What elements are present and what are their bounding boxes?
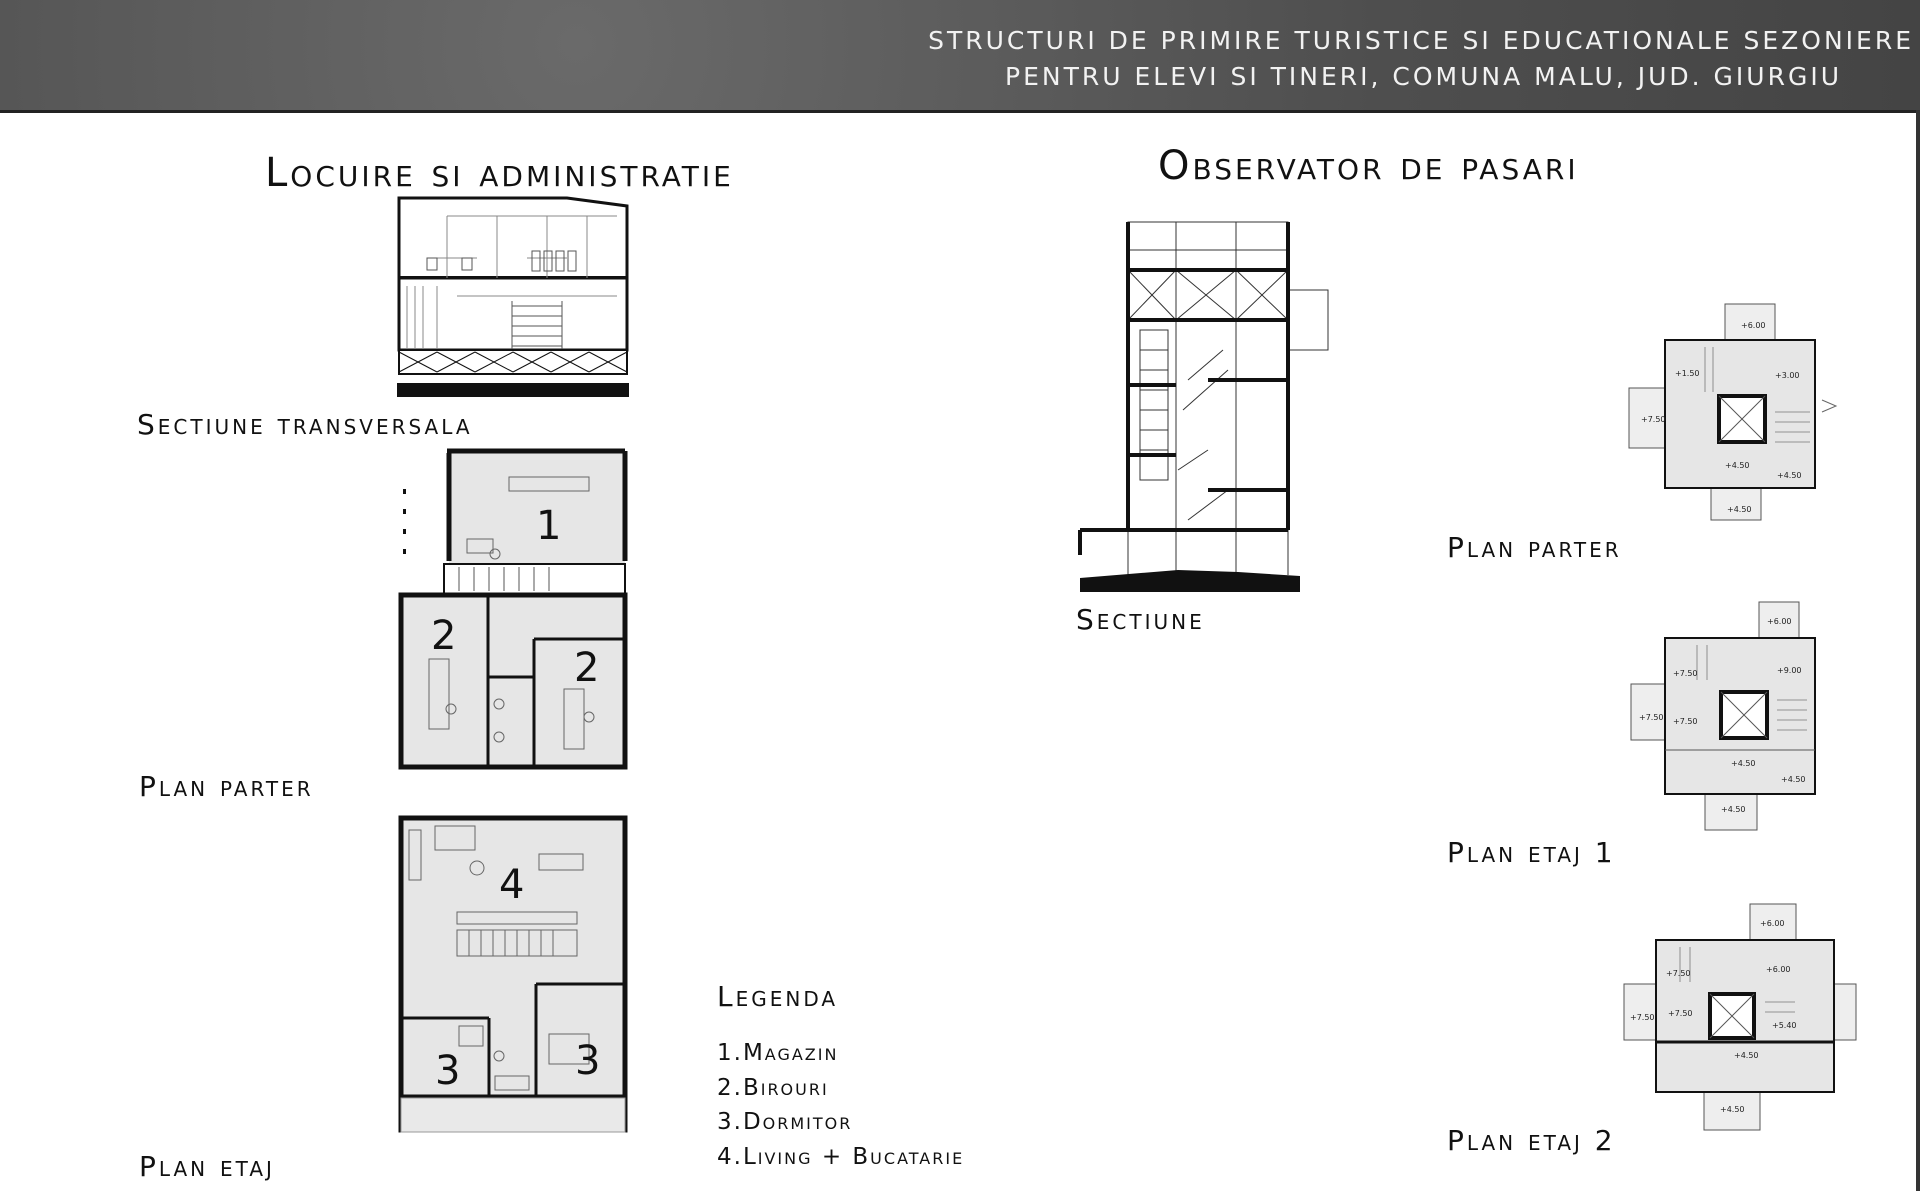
tower-plan-etaj1-label: Plan etaj 1 bbox=[1447, 836, 1616, 869]
etaj2-level-7: +4.50 bbox=[1734, 1051, 1759, 1060]
parter-level-7: +4.50 bbox=[1727, 505, 1752, 514]
etaj1-level-7: +4.50 bbox=[1781, 775, 1806, 784]
legend-item-1: 1.Magazin bbox=[717, 1040, 839, 1066]
etaj1-level-1: +6.00 bbox=[1767, 617, 1792, 626]
project-title-line-2: PENTRU ELEVI SI TINERI, COMUNA MALU, JUD. GIURGIU bbox=[1005, 62, 1842, 91]
parter-level-2: +1.50 bbox=[1675, 369, 1700, 378]
etaj2-level-4: +7.50 bbox=[1630, 1013, 1655, 1022]
etaj2-level-6: +5.40 bbox=[1772, 1021, 1797, 1030]
legend-item-2: 2.Birouri bbox=[717, 1075, 829, 1101]
tower-plan-parter-label: Plan parter bbox=[1447, 531, 1622, 564]
etaj2-level-5: +7.50 bbox=[1668, 1009, 1693, 1018]
left-section-title: Locuire si administratie bbox=[265, 150, 734, 196]
etaj1-level-5: +7.50 bbox=[1673, 717, 1698, 726]
upper-floor-plan bbox=[399, 816, 631, 1136]
project-title-line-1: STRUCTURI DE PRIMIRE TURISTICE SI EDUCATIONALE SEZONIERE bbox=[928, 26, 1914, 55]
room-3b-number: 3 bbox=[575, 1038, 601, 1084]
etaj2-level-8: +4.50 bbox=[1720, 1105, 1745, 1114]
parter-level-1: +6.00 bbox=[1741, 321, 1766, 330]
legend-item-4: 4.Living + Bucatarie bbox=[717, 1144, 965, 1170]
etaj2-level-3: +6.00 bbox=[1766, 965, 1791, 974]
etaj1-level-3: +9.00 bbox=[1777, 666, 1802, 675]
etaj1-level-4: +7.50 bbox=[1639, 713, 1664, 722]
room-3a-number: 3 bbox=[435, 1048, 461, 1094]
parter-level-4: +7.50 bbox=[1641, 415, 1666, 424]
tower-plan-etaj2 bbox=[1620, 902, 1878, 1134]
parter-level-3: +3.00 bbox=[1775, 371, 1800, 380]
page-border-right bbox=[1916, 110, 1920, 1191]
tower-section-label: Sectiune bbox=[1076, 603, 1205, 636]
upper-floor-label: Plan etaj bbox=[139, 1150, 275, 1183]
legend-item-3: 3.Dormitor bbox=[717, 1109, 853, 1135]
room-4-number: 4 bbox=[499, 862, 525, 908]
right-section-title: Observator de pasari bbox=[1158, 143, 1579, 189]
legend-title: Legenda bbox=[717, 980, 839, 1013]
parter-level-5: +4.50 bbox=[1725, 461, 1750, 470]
tower-plan-etaj1 bbox=[1627, 600, 1877, 834]
ground-floor-label: Plan parter bbox=[139, 770, 314, 803]
etaj1-level-6: +4.50 bbox=[1731, 759, 1756, 768]
etaj2-level-2: +7.50 bbox=[1666, 969, 1691, 978]
room-1-number: 1 bbox=[536, 503, 562, 549]
parter-level-6: +4.50 bbox=[1777, 471, 1802, 480]
etaj2-level-1: +6.00 bbox=[1760, 919, 1785, 928]
header-band bbox=[0, 0, 1920, 113]
cross-section-drawing bbox=[397, 196, 629, 400]
room-2b-number: 2 bbox=[574, 645, 600, 691]
tower-plan-etaj2-label: Plan etaj 2 bbox=[1447, 1124, 1616, 1157]
etaj1-level-2: +7.50 bbox=[1673, 669, 1698, 678]
cross-section-label: Sectiune transversala bbox=[137, 408, 473, 441]
ground-floor-plan bbox=[399, 449, 631, 769]
room-2a-number: 2 bbox=[431, 613, 457, 659]
tower-section-drawing bbox=[1078, 220, 1334, 594]
etaj1-level-8: +4.50 bbox=[1721, 805, 1746, 814]
tower-plan-parter bbox=[1625, 302, 1875, 522]
